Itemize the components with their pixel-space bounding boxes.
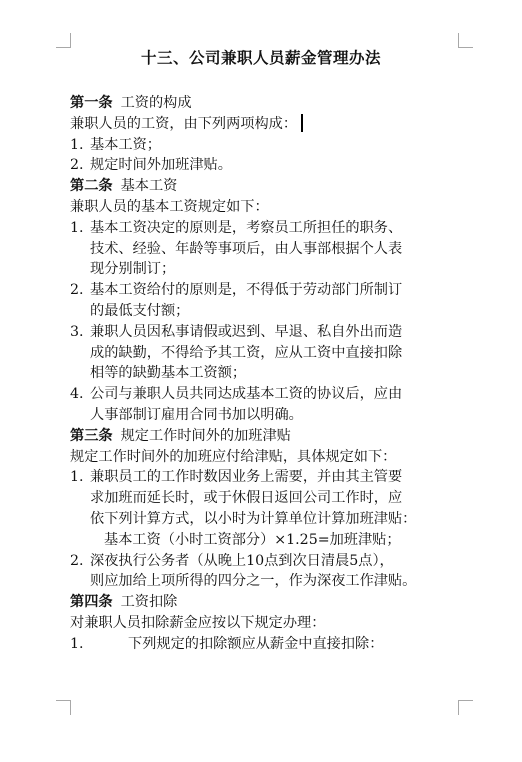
article-2-item-1[interactable] [70, 218, 490, 239]
article-1-intro-text: 兼职人员的工资，由下列两项构成： [70, 115, 298, 132]
document-title[interactable]: 十三、公司兼职人员薪金管理办法 [140, 49, 381, 67]
article-2-item-3-cont[interactable]: 成的缺勤，不得给予其工资，应从工资中直接扣除 [90, 344, 403, 361]
article-4-title: 工资扣除 [120, 594, 178, 611]
article-2-intro[interactable]: 兼职人员的基本工资规定如下： [70, 198, 269, 215]
list-text: 兼职人员因私事请假或迟到、早退、私自外出而造 [90, 323, 403, 340]
article-2-item-2-cont[interactable]: 的最低支付额； [90, 302, 190, 319]
article-1-item-1[interactable] [70, 135, 490, 156]
article-3-item-1-cont[interactable]: 依下列计算方式，以小时为计算单位计算加班津贴： [90, 510, 417, 527]
article-3-label: 第三条 [70, 427, 113, 444]
article-2-title: 基本工资 [120, 178, 178, 195]
article-3-title: 规定工作时间外的加班津贴 [120, 427, 291, 444]
list-number: 2. [70, 552, 84, 569]
article-3-item-1-cont[interactable]: 求加班而延长时，或于休假日返回公司工作时，应 [90, 490, 403, 507]
article-3-item-1[interactable] [70, 467, 490, 488]
article-4-label: 第四条 [70, 594, 113, 611]
article-1-item-2[interactable] [70, 155, 490, 176]
article-2-item-1-cont[interactable]: 现分别制订； [90, 261, 176, 278]
list-number: 1. [70, 469, 84, 486]
list-text: 基本工资给付的原则是，不得低于劳动部门所制订 [90, 282, 403, 299]
article-1-label: 第一条 [70, 95, 113, 111]
article-1-intro[interactable] [70, 114, 490, 135]
article-2-label: 第二条 [70, 178, 113, 195]
list-number: 2. [70, 157, 84, 174]
text-cursor [301, 114, 303, 132]
article-1-heading[interactable] [70, 93, 490, 114]
list-number: 4. [70, 386, 84, 403]
list-number: 1. [70, 219, 84, 236]
list-text: 下列规定的扣除额应从薪金中直接扣除： [128, 635, 384, 652]
crop-mark-bottom-left [56, 700, 71, 715]
list-text: 基本工资决定的原则是，考察员工所担任的职务、 [90, 219, 403, 236]
article-2-item-4-cont[interactable]: 人事部制订雇用合同书加以明确。 [90, 406, 303, 423]
article-4-item-1[interactable] [70, 634, 490, 655]
article-3-heading[interactable] [70, 426, 490, 447]
article-2-heading[interactable] [70, 176, 490, 197]
list-number: 1. [70, 136, 84, 153]
list-text: 基本工资； [90, 136, 161, 153]
article-4-intro[interactable]: 对兼职人员扣除薪金应按以下规定办理： [70, 614, 326, 631]
article-1-title: 工资的构成 [120, 95, 192, 111]
list-text: 深夜执行公务者（从晚上10点到次日清晨5点）， [90, 552, 394, 569]
list-number: 2. [70, 282, 84, 299]
list-number: 3. [70, 323, 84, 340]
article-3-formula[interactable]: 基本工资（小时工资部分）×1.25=加班津贴； [104, 531, 401, 548]
article-3-item-2-cont[interactable]: 则应加给上项所得的四分之一，作为深夜工作津贴。 [90, 573, 417, 590]
list-text: 规定时间外加班津贴。 [90, 157, 232, 174]
article-2-item-3[interactable] [70, 322, 490, 343]
document-body[interactable] [70, 93, 490, 655]
article-2-item-4[interactable] [70, 384, 490, 405]
article-2-item-1-cont[interactable]: 技术、经验、年龄等事项后，由人事部根据个人表 [90, 240, 403, 257]
article-2-item-3-cont[interactable]: 相等的缺勤基本工资额； [90, 365, 247, 382]
article-3-intro[interactable]: 规定工作时间外的加班应付给津贴，具体规定如下： [70, 448, 397, 465]
article-3-item-2[interactable] [70, 551, 490, 572]
list-number: 1. [70, 635, 84, 652]
article-4-heading[interactable] [70, 592, 490, 613]
crop-mark-bottom-right [458, 700, 473, 715]
list-text: 公司与兼职人员共同达成基本工资的协议后，应由 [90, 386, 403, 403]
list-text: 兼职员工的工作时数因业务上需要，并由其主管要 [90, 469, 403, 486]
article-2-item-2[interactable] [70, 280, 490, 301]
